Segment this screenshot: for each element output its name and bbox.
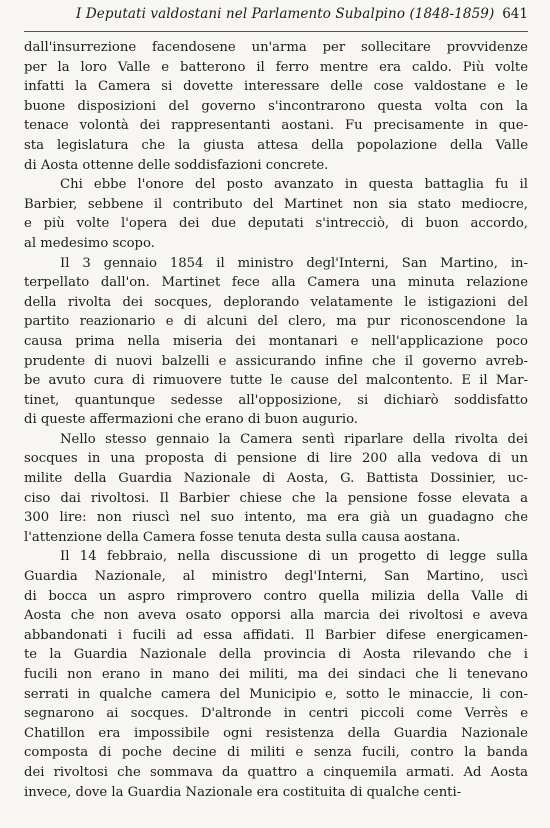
text-line: Il 3 gennaio 1854 il ministro degl'Interni, San Martino, in- <box>60 255 528 271</box>
text-line: dall'insurrezione facendosene un'arma per sollecitare provvidenze <box>24 40 528 55</box>
paragraph <box>24 38 528 175</box>
text-line: e più volte l'opera dei due deputati s'intrecciò, di buon accordo, <box>24 216 528 232</box>
text-line: serrati in qualche camera del Municipio e, sotto le minaccie, li con- <box>24 686 528 702</box>
text-line: be avuto cura di rimuovere tutte le cause del malcontento. E il Mar- <box>24 373 528 389</box>
text-line: al medesimo scopo. <box>24 235 155 251</box>
text-line: 300 lire: non riuscì nel suo intento, ma era già un guadagno che <box>24 510 528 526</box>
text-line: Il 14 febbraio, nella discussione di un progetto di legge sulla <box>60 549 528 565</box>
text-line: causa prima nella miseria dei montanari e nell'applicazione poco <box>24 333 528 349</box>
text-line: di queste affermazioni che erano di buon augurio. <box>24 412 358 428</box>
header-rule <box>24 31 528 32</box>
text-line: tenace volontà dei rappresentanti aostani. Fu precisamente in que- <box>24 118 528 134</box>
text-line: terpellato dall'on. Martinet fece alla Camera una minuta relazione <box>24 275 528 291</box>
page-number: 641 <box>502 6 528 22</box>
text-line: buone disposizioni del governo s'incontrarono questa volta con la <box>24 98 528 114</box>
text-line: ciso dai rivoltosi. Il Barbier chiese che la pensione fosse elevata a <box>24 490 528 506</box>
body-text <box>24 38 528 802</box>
text-line: di bocca un aspro rimprovero contro quella milizia della Valle di <box>24 588 528 604</box>
text-line: Chatillon era impossibile ogni resistenza della Guardia Nazionale <box>24 725 528 741</box>
text-line: partito reazionario e di alcuni del clero, ma pur riconoscendone la <box>24 314 528 330</box>
paragraph <box>24 547 528 802</box>
text-line: Barbier, sebbene il contributo del Martinet non sia stato mediocre, <box>24 196 528 212</box>
text-line: Aosta che non aveva osato opporsi alla marcia dei rivoltosi e aveva <box>24 608 528 624</box>
running-header <box>24 6 528 28</box>
text-line: milite della Guardia Nazionale di Aosta, G. Battista Dossinier, uc- <box>24 471 528 487</box>
text-line: Nello stesso gennaio la Camera sentì riparlare della rivolta dei <box>60 431 528 447</box>
text-line: della rivolta dei socques, deplorando velatamente le istigazioni del <box>24 294 528 310</box>
text-line: fucili non erano in mano dei militi, ma dei sindaci che li tenevano <box>24 667 528 682</box>
text-line: sta legislatura che la giusta attesa della popolazione della Valle <box>24 137 528 153</box>
text-line: te la Guardia Nazionale della provincia di Aosta rilevando che i <box>24 647 528 663</box>
text-line: socques in una proposta di pensione di lire 200 alla vedova di un <box>24 451 528 467</box>
text-line: di Aosta ottenne delle soddisfazioni concrete. <box>24 157 329 173</box>
text-line: l'attenzione della Camera fosse tenuta desta sulla causa aostana. <box>24 529 461 545</box>
text-line: dei rivoltosi che sommava da quattro a cinquemila armati. Ad Aosta <box>24 764 528 780</box>
paragraph <box>24 430 528 548</box>
text-line: infatti la Camera si dovette interessare delle cose valdostane e le <box>24 79 528 95</box>
text-line: abbandonati i fucili ad essa affidati. Il Barbier difese energicamen- <box>24 627 528 643</box>
paragraph <box>24 175 528 253</box>
text-line: segnarono ai socques. D'altronde in centri piccoli come Verrès e <box>24 706 528 722</box>
text-line: Chi ebbe l'onore del posto avanzato in questa battaglia fu il <box>60 177 528 193</box>
text-line: prudente di nuovi balzelli e assicurando infine che il governo avreb- <box>24 353 528 369</box>
text-line: composta di poche decine di militi e senza fucili, contro la banda <box>24 745 528 761</box>
text-line: tinet, quantunque sedesse all'opposizione, si dichiarò soddisfatto <box>24 392 528 408</box>
text-line: per la loro Valle e batterono il ferro mentre era caldo. Più volte <box>24 59 528 75</box>
running-title: I Deputati valdostani nel Parlamento Subalpino (1848-1859) <box>76 6 495 22</box>
text-line: invece, dove la Guardia Nazionale era costituita di qualche centi- <box>24 784 462 800</box>
paragraph <box>24 254 528 430</box>
text-line: Guardia Nazionale, al ministro degl'Interni, San Martino, uscì <box>24 569 528 585</box>
